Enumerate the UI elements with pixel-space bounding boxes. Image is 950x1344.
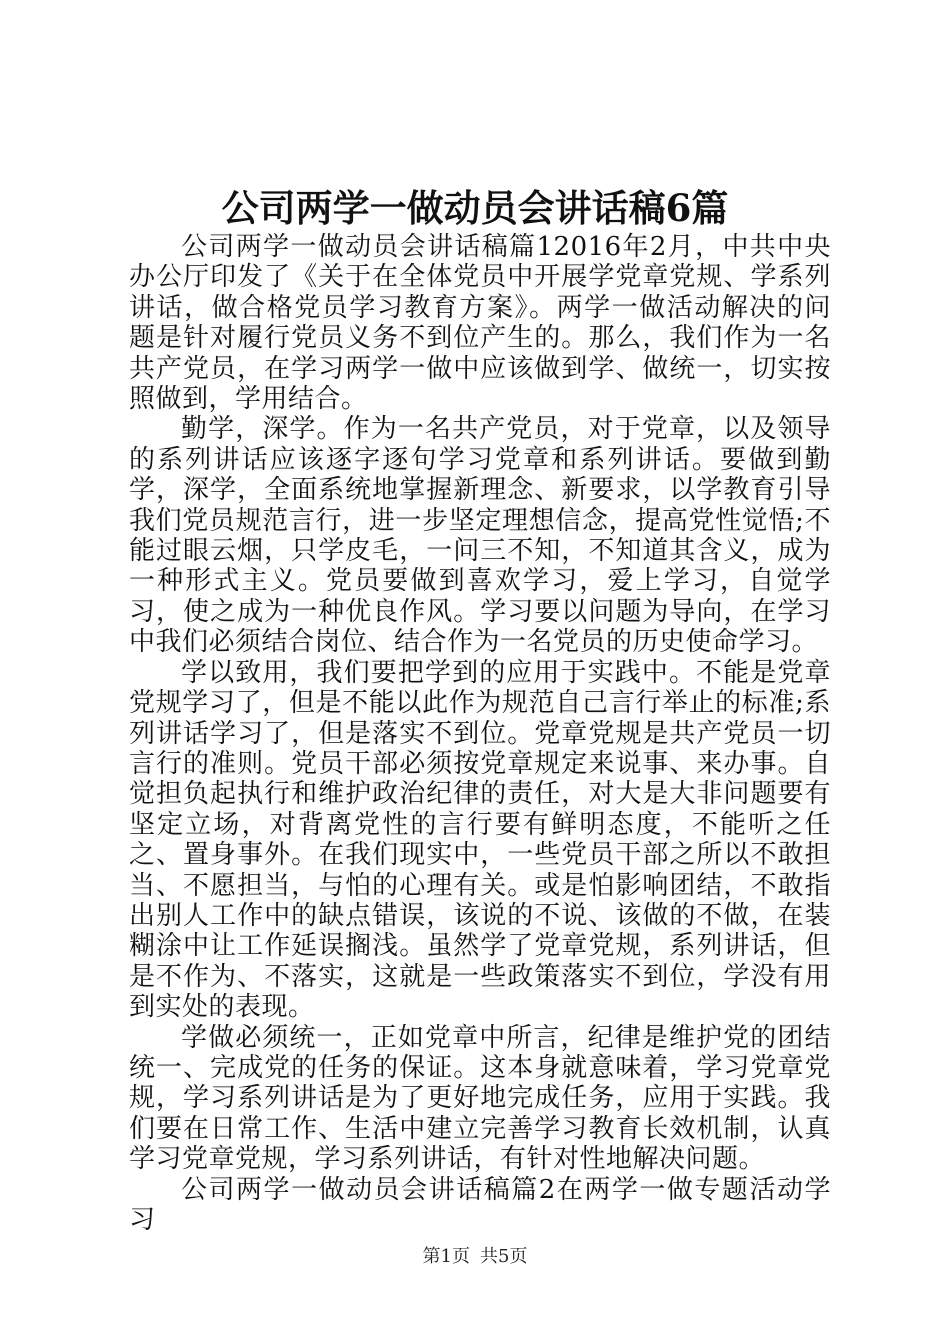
page-number: 第1页 <box>422 1246 470 1267</box>
paragraph-3: 学以致用，我们要把学到的应用于实践中。不能是党章党规学习了，但是不能以此作为规范自己言行举止的标准;系列讲话学习了，但是落实不到位。党章党规是共产党员一切言行的准则。党员干部必须按党章规定来说事、来办事。自觉担负起执行和维护政治纪律的责任，对大是大非问题要有坚定立场，对背离党性的言行要有鲜明态度，不能听之任之、置身事外。在我们现实中，一些党员干部之所以不敢担当、不愿担当，与怕的心理有关。或是怕影响团结，不敢指出别人工作中的缺点错误，该说的不说、该做的不做，在装糊涂中让工作延误搁浅。虽然学了党章党规，系列讲话，但是不作为、不落实，这就是一些政策落实不到位，学没有用到实处的表现。 <box>129 657 831 1023</box>
paragraph-5: 公司两学一做动员会讲话稿篇2在两学一做专题活动学习 <box>129 1174 831 1235</box>
document-body <box>129 232 831 1235</box>
paragraph-1: 公司两学一做动员会讲话稿篇12016年2月，中共中央办公厅印发了《关于在全体党员中开展学党章党规、学系列讲话，做合格党员学习教育方案》。两学一做活动解决的问题是针对履行党员义务不到位产生的。那么，我们作为一名共产党员，在学习两学一做中应该做到学、做统一，切实按照做到，学用结合。 <box>129 232 831 415</box>
page-title: 公司两学一做动员会讲话稿6篇 <box>221 186 729 230</box>
paragraph-4: 学做必须统一，正如党章中所言，纪律是维护党的团结统一、完成党的任务的保证。这本身就意味着，学习党章党规，学习系列讲话是为了更好地完成任务，应用于实践。我们要在日常工作、生活中建立完善学习教育长效机制，认真学习党章党规，学习系列讲话，有针对性地解决问题。 <box>129 1022 831 1175</box>
page-count: 共5页 <box>480 1246 528 1267</box>
page-footer <box>0 1245 950 1269</box>
paragraph-2: 勤学，深学。作为一名共产党员，对于党章，以及领导的系列讲话应该逐字逐句学习党章和系列讲话。要做到勤学，深学，全面系统地掌握新理念、新要求，以学教育引导我们党员规范言行，进一步坚定理想信念，提高党性觉悟;不能过眼云烟，只学皮毛，一问三不知，不知道其含义，成为一种形式主义。党员要做到喜欢学习，爱上学习，自觉学习，使之成为一种优良作风。学习要以问题为导向，在学习中我们必须结合岗位、结合作为一名党员的历史使命学习。 <box>129 414 831 658</box>
